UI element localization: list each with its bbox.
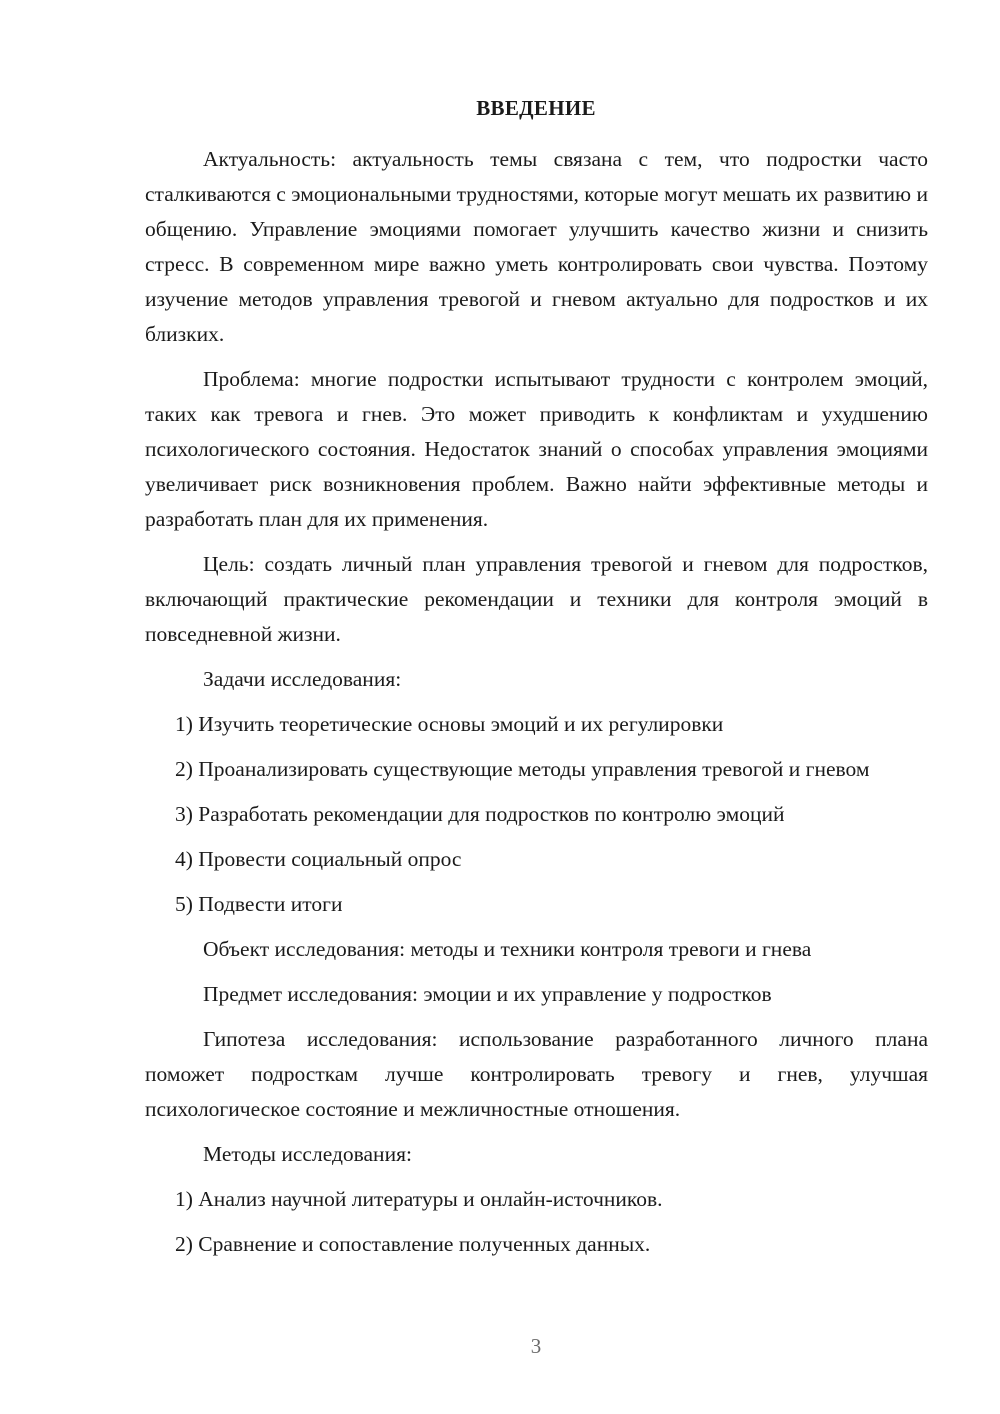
page-number: 3 — [530, 1334, 542, 1358]
page-content — [145, 142, 928, 1272]
methods-list — [145, 1182, 928, 1262]
goal-paragraph: Цель: создать личный план управления тревогой и гневом для подростков, включающий практические рекомендации и техники для контроля эмоций в повседневной жизни. — [145, 552, 928, 646]
tasks-list — [145, 707, 928, 922]
tasks-heading: Задачи исследования: — [203, 667, 402, 691]
task-item: 2) Проанализировать существующие методы управления тревогой и гневом — [175, 757, 870, 781]
task-item: 3) Разработать рекомендации для подростков по контролю эмоций — [175, 802, 785, 826]
method-item: 2) Сравнение и сопоставление полученных данных. — [175, 1232, 651, 1256]
subject-paragraph: Предмет исследования: эмоции и их управление у подростков — [203, 982, 772, 1006]
task-item: 1) Изучить теоретические основы эмоций и их регулировки — [175, 712, 724, 736]
task-item: 5) Подвести итоги — [175, 892, 343, 916]
problem-paragraph: Проблема: многие подростки испытывают трудности с контролем эмоций, таких как тревога и гнев. Это может приводить к конфликтам и ухудшению психологического состояния. Недостаток знаний о способах управления эмоциями увеличивает риск возникновения проблем. Важно найти эффективные методы и разработать план для их применения. — [145, 367, 928, 531]
methods-heading: Методы исследования: — [203, 1142, 412, 1166]
page-title: ВВЕДЕНИЕ — [476, 96, 596, 120]
hypothesis-paragraph: Гипотеза исследования: использование разработанного личного плана поможет подросткам лучше контролировать тревогу и гнев, улучшая психологическое состояние и межличностные отношения. — [145, 1027, 928, 1121]
relevance-paragraph: Актуальность: актуальность темы связана с тем, что подростки часто сталкиваются с эмоциональными трудностями, которые могут мешать их развитию и общению. Управление эмоциями помогает улучшить качество жизни и снизить стресс. В современном мире важно уметь контролировать свои чувства. Поэтому изучение методов управления тревогой и гневом актуально для подростков и их близких. — [145, 147, 928, 346]
method-item: 1) Анализ научной литературы и онлайн-источников. — [175, 1187, 663, 1211]
task-item: 4) Провести социальный опрос — [175, 847, 462, 871]
object-paragraph: Объект исследования: методы и техники контроля тревоги и гнева — [203, 937, 812, 961]
